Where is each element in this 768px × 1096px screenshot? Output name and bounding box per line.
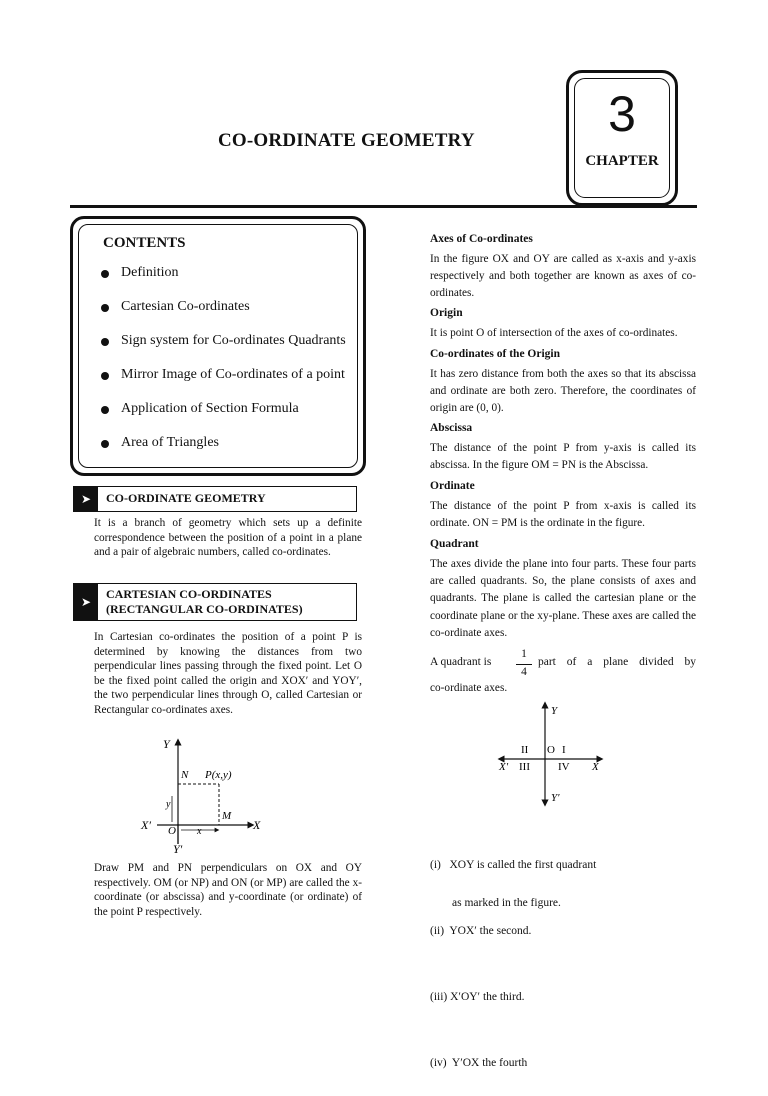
cartesian-after-text: Draw PM and PN perpendiculars on OX and OY respectively. OM (or NP) and ON (or MP) are called the x-coordinate (or abscissa) and y-coordinate (or ordinate) of the point P respectively. bbox=[94, 862, 362, 918]
text-ordinate: The distance of the point P from x-axis is called its ordinate. ON = PM is the ordinate in the figure. bbox=[430, 500, 696, 530]
fig1-label-p: P(x,y) bbox=[205, 769, 232, 781]
heading-origin: Origin bbox=[430, 307, 463, 319]
fig1-label-x: X bbox=[253, 818, 261, 832]
arrow-icon: ➤ bbox=[74, 487, 98, 511]
fig1-label-y-dim: y bbox=[166, 799, 171, 810]
chapter-number: 3 bbox=[608, 86, 636, 142]
fraction-denominator: 4 bbox=[521, 666, 527, 678]
list-item: (ii) YOX′ the second. bbox=[430, 925, 532, 937]
text-axes: In the figure OX and OY are called as x-axis and y-axis respectively and both together are known as axes of co-ordinates. bbox=[430, 253, 696, 300]
fig2-label-q1: I bbox=[562, 744, 566, 756]
list-item: (i) XOY is called the first quadrant bbox=[430, 859, 597, 871]
contents-heading: CONTENTS bbox=[103, 235, 186, 251]
cartesian-text: In Cartesian co-ordinates the position of a point P is determined by knowing the distances from two perpendicular lines passing through the fixed point. Let O be the fixed point called the origin and XOX′ and YOY′, the two perpendicular lines through O, called Cartesian or Rectangular co-ordinates axes. bbox=[94, 631, 362, 716]
cartesian-figure bbox=[135, 736, 275, 854]
fig2-label-y-prime: Y′ bbox=[551, 792, 560, 804]
fig2-label-x-prime: X′ bbox=[499, 761, 509, 773]
bullet-icon bbox=[101, 304, 109, 312]
bullet-icon bbox=[101, 338, 109, 346]
page-title: CO-ORDINATE GEOMETRY bbox=[218, 130, 475, 151]
list-item: Application of Section Formula bbox=[101, 401, 346, 435]
fraction-tail: co-ordinate axes. bbox=[430, 682, 508, 694]
quadrant-list bbox=[430, 810, 596, 1096]
marked-note: as marked in the figure. bbox=[452, 897, 561, 909]
list-item: (iii) X′OY′ the third. bbox=[430, 991, 525, 1003]
heading-abscissa: Abscissa bbox=[430, 422, 473, 434]
section-title: CO-ORDINATE GEOMETRY bbox=[106, 491, 266, 505]
fig1-label-n: N bbox=[181, 769, 189, 781]
fig2-label-o: O bbox=[547, 744, 555, 756]
fig1-label-y-prime: Y′ bbox=[173, 842, 183, 854]
section-title-line2: (RECTANGULAR CO-ORDINATES) bbox=[106, 602, 303, 616]
section-title-line1: CARTESIAN CO-ORDINATES bbox=[106, 587, 272, 601]
bullet-icon bbox=[101, 440, 109, 448]
text-origin: It is point O of intersection of the axes of co-ordinates. bbox=[430, 327, 678, 339]
list-item: Definition bbox=[101, 265, 346, 299]
contents-list bbox=[101, 265, 346, 469]
heading-axes: Axes of Co-ordinates bbox=[430, 233, 533, 245]
text-coordinates-origin: It has zero distance from both the axes so that its abscissa and ordinate are both zero. Therefore, the coordinates of origin are (0, 0). bbox=[430, 368, 696, 415]
fraction-bar bbox=[516, 664, 532, 665]
chapter-label: CHAPTER bbox=[585, 153, 659, 169]
fraction-sentence: A quadrant is 1 4 part of a plane divided by bbox=[430, 648, 696, 678]
list-item: Mirror Image of Co-ordinates of a point bbox=[101, 367, 346, 401]
fraction-numerator: 1 bbox=[521, 648, 527, 660]
fig2-label-x: X bbox=[592, 761, 599, 773]
fig2-label-q3: III bbox=[519, 761, 530, 773]
fig1-label-m: M bbox=[222, 810, 232, 822]
geometry-definition: It is a branch of geometry which sets up a definite correspondence between the position of a point in a plane and a pair of algebraic numbers, called co-ordinates. bbox=[94, 517, 362, 558]
heading-quadrant: Quadrant bbox=[430, 538, 479, 550]
contents-box bbox=[70, 216, 366, 476]
fig1-label-o: O bbox=[168, 825, 176, 837]
list-item: Area of Triangles bbox=[101, 435, 346, 469]
fig1-label-x-dim: x bbox=[197, 826, 202, 837]
section-bar-cartesian bbox=[73, 583, 357, 621]
bullet-icon bbox=[101, 372, 109, 380]
text-quadrant: The axes divide the plane into four parts. These four parts are called quadrants. So, the plane consists of axes and quadrants. The plane is called the cartesian plane or the coordinate plane or the xy-plane. These axes are called the co-ordinate axes. bbox=[430, 558, 696, 639]
arrow-icon: ➤ bbox=[74, 584, 98, 620]
fig1-label-x-prime: X′ bbox=[141, 818, 151, 832]
fig2-label-q2: II bbox=[521, 744, 529, 756]
fig1-label-y: Y bbox=[163, 737, 170, 751]
list-item: (iv) Y′OX the fourth bbox=[430, 1057, 528, 1069]
heading-coordinates-origin: Co-ordinates of the Origin bbox=[430, 348, 561, 360]
heading-ordinate: Ordinate bbox=[430, 480, 475, 492]
text-abscissa: The distance of the point P from y-axis is called its abscissa. In the figure OM = PN is the Abscissa. bbox=[430, 442, 696, 472]
fig2-label-y: Y bbox=[551, 705, 558, 717]
bullet-icon bbox=[101, 270, 109, 278]
list-item: Cartesian Co-ordinates bbox=[101, 299, 346, 333]
section-bar-coordinate-geometry bbox=[73, 486, 357, 512]
chapter-badge bbox=[566, 70, 678, 206]
quadrant-figure bbox=[495, 700, 610, 808]
fig2-label-q4: IV bbox=[558, 761, 570, 773]
bullet-icon bbox=[101, 406, 109, 414]
list-item: Sign system for Co-ordinates Quadrants bbox=[101, 333, 346, 367]
header-rule bbox=[70, 205, 697, 208]
